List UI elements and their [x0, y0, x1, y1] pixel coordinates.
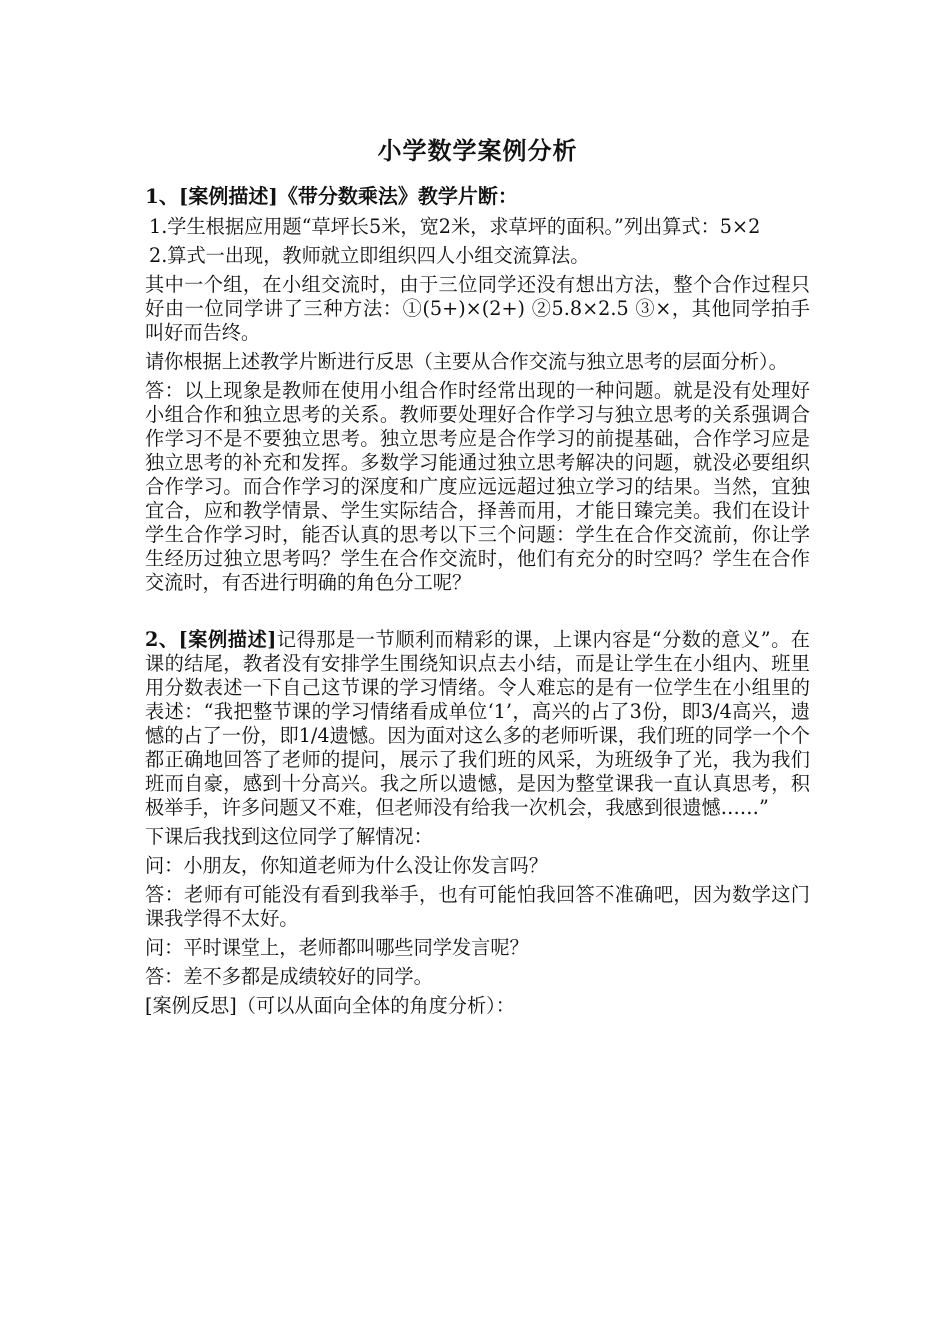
case1-heading: 1、[案例描述]《带分数乘法》教学片断： [145, 184, 518, 208]
case2-answer-2: 答：差不多都是成绩较好的同学。 [145, 965, 433, 988]
case2-followup: 下课后我找到这位同学了解情况： [145, 825, 433, 848]
section-spacer [145, 600, 810, 628]
document-content [145, 134, 810, 1023]
page-title: 小学数学案例分析 [377, 136, 578, 165]
case2-question-1: 问：小朋友，你知道老师为什么没让你发言吗？ [145, 854, 548, 877]
case2-reflection: [案例反思]（可以从面向全体的角度分析）： [145, 994, 515, 1017]
case1-question: 请你根据上述教学片断进行反思（主要从合作交流与独立思考的层面分析）。 [145, 350, 788, 373]
case2-intro-text: 记得那是一节顺利而精彩的课，上课内容是“分数的意义”。在课的结尾，教者没有安排学生围绕知识点去小结，而是让学生在小组内、班里用分数表述一下自己这节课的学习情绪。令人难忘的是有一位学生在小组里的表述：“我把整节课的学习情绪看成单位‘1’，高兴的占了3份，即3/4高兴，遗憾的占了一份，即1/4遗憾。因为面对这么多的老师听课，我们班的同学一个个都正确地回答了老师的提问，展示了我们班的风采，为班级争了光，我为我们班而自豪，感到十分高兴。我之所以遗憾，是因为整堂课我一直认真思考，积极举手，许多问题又不难，但老师没有给我一次机会，我感到很遗憾……” [145, 628, 810, 819]
case2-answer-1: 答：老师有可能没有看到我举手，也有可能怕我回答不准确吧，因为数学这门课我学得不太好。 [145, 883, 810, 930]
case2-label: [案例描述] [178, 628, 277, 651]
case1-step1: 1.学生根据应用题“草坪长5米，宽2米，求草坪的面积。”列出算式：5×2 [149, 215, 761, 238]
case1-group-description: 其中一个组，在小组交流时，由于三位同学还没有想出方法，整个合作过程只好由一位同学讲了三种方法：①(5+)×(2+) ②5.8×2.5 ③×，其他同学拍手叫好而告终。 [145, 273, 810, 344]
case2-number: 2、 [145, 628, 179, 651]
case2-intro [145, 628, 810, 820]
case1-answer: 答：以上现象是教师在使用小组合作时经常出现的一种问题。就是没有处理好小组合作和独立思考的关系。教师要处理好合作学习与独立思考的关系强调合作学习不是不要独立思考。独立思考应是合作学习的前提基础，合作学习应是独立思考的补充和发挥。多数学习能通过独立思考解决的问题，就没必要组织合作学习。而合作学习的深度和广度应远远超过独立学习的结果。当然，宜独宜合，应和教学情景、学生实际结合，择善而用，才能日臻完美。我们在设计学生合作学习时，能否认真的思考以下三个问题：学生在合作交流前，你让学生经历过独立思考吗？学生在合作交流时，他们有充分的时空吗？学生在合作交流时，有否进行明确的角色分工呢？ [145, 379, 810, 594]
case2-question-2: 问：平时课堂上，老师都叫哪些同学发言呢？ [145, 936, 529, 959]
case1-step2: 2.算式一出现，教师就立即组织四人小组交流算法。 [149, 244, 590, 267]
